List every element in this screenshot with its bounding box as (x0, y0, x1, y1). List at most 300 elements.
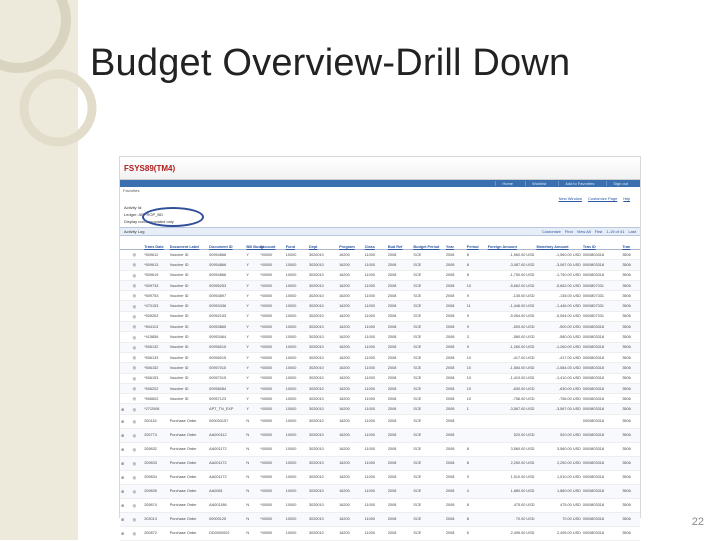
table-cell: N (245, 498, 259, 512)
column-header[interactable]: Account (259, 236, 285, 250)
new-window-link[interactable]: New Window (558, 195, 582, 201)
table-cell: 3506 (621, 394, 640, 404)
zoom-icon[interactable] (120, 280, 132, 290)
table-cell: 3020010 (308, 352, 338, 362)
drill-icon[interactable]: ◎ (132, 280, 144, 290)
table-cell: 11000 (364, 373, 387, 383)
table-cell: -756.00 USD (535, 394, 581, 404)
table-cell: 205774 (143, 428, 169, 442)
table-cell: 2008 (445, 373, 466, 383)
table-cell: -1,260.00 USD (487, 342, 536, 352)
table-cell: 2008 (387, 394, 413, 404)
table-cell: 2008 (387, 526, 413, 540)
table-cell: 209833 (143, 456, 169, 470)
table-cell: 00000125 (208, 512, 245, 526)
column-header[interactable]: Program (338, 236, 364, 250)
table-cell: N (245, 512, 259, 526)
table-cell: 2008 (387, 270, 413, 280)
table-cell: *00000 (259, 456, 285, 470)
table-cell: 3020010 (308, 404, 338, 414)
drill-icon[interactable]: ◎ (132, 526, 144, 540)
table-cell: Y (245, 301, 259, 311)
nav-add-favorites[interactable]: Add to Favorites (558, 181, 600, 186)
zoom-icon[interactable]: ⊕ (120, 404, 132, 414)
table-cell: Y (245, 332, 259, 342)
table-cell: *00000 (259, 270, 285, 280)
table-cell: 3020010 (308, 428, 338, 442)
table-cell: SCE (412, 442, 445, 456)
drill-icon[interactable]: ◎ (132, 414, 144, 428)
table-cell: 11000 (364, 250, 387, 260)
zoom-icon[interactable] (120, 363, 132, 373)
table-cell: 00956015 (208, 342, 245, 352)
table-cell: 3020010 (308, 291, 338, 301)
table-cell: 0000803318 (582, 270, 621, 280)
table-cell: -5,662.00 USD (535, 280, 581, 290)
table-cell: -5,662.00 USD (487, 280, 536, 290)
table-cell: 209835 (143, 484, 169, 498)
column-header[interactable]: Bill Budgt (245, 236, 259, 250)
table-cell: 00954866 (208, 260, 245, 270)
table-cell: 8 (466, 260, 487, 270)
table-cell: 16200 (338, 456, 364, 470)
table-cell: *00000 (259, 526, 285, 540)
table-cell: 2008 (445, 332, 466, 342)
table-row (120, 373, 640, 383)
table-cell: 3506 (621, 301, 640, 311)
table-cell: 3020010 (308, 322, 338, 332)
drill-icon[interactable]: ◎ (132, 260, 144, 270)
table-cell: 2008 (445, 250, 466, 260)
table-cell: 10000 (285, 363, 308, 373)
table-row (120, 414, 640, 428)
table-cell: Y (245, 270, 259, 280)
zoom-icon[interactable]: ⊕ (120, 470, 132, 484)
table-cell: -1,446.00 USD (487, 301, 536, 311)
table-cell: -1,446.00 USD (535, 301, 581, 311)
table-cell: 1,880.00 USD (535, 484, 581, 498)
table-cell: 10000 (285, 342, 308, 352)
column-header[interactable] (132, 236, 144, 250)
drill-icon[interactable]: ◎ (132, 373, 144, 383)
table-row (120, 270, 640, 280)
grid-find[interactable]: Find (564, 229, 573, 234)
drill-icon[interactable]: ◎ (132, 270, 144, 280)
table-cell: *00000 (259, 332, 285, 342)
table-cell: 3020010 (308, 414, 338, 428)
column-header[interactable]: Tran (621, 236, 640, 250)
table-cell: 2008 (387, 332, 413, 342)
table-cell: 0000803318 (582, 363, 621, 373)
zoom-icon[interactable] (120, 291, 132, 301)
table-row (120, 250, 640, 260)
table-cell: 00954866 (208, 270, 245, 280)
table-cell: 2008 (445, 342, 466, 352)
table-cell: -5,064.00 USD (535, 311, 581, 321)
table-cell: 3506 (621, 498, 640, 512)
table-cell: 2008 (387, 311, 413, 321)
table-cell: 16200 (338, 322, 364, 332)
table-cell: 0000803318 (582, 332, 621, 342)
table-cell: 3020010 (308, 363, 338, 373)
table-cell: 9 (466, 291, 487, 301)
table-cell: 2008 (445, 260, 466, 270)
table-row (120, 260, 640, 270)
table-cell: -1,560.00 USD (487, 250, 536, 260)
zoom-icon[interactable] (120, 352, 132, 362)
zoom-icon[interactable] (120, 270, 132, 280)
table-cell: AA001172 (208, 470, 245, 484)
table-cell: *00000 (259, 512, 285, 526)
zoom-icon[interactable] (120, 311, 132, 321)
table-cell: 16200 (338, 250, 364, 260)
drill-icon[interactable]: ◎ (132, 342, 144, 352)
table-cell: 2008 (445, 394, 466, 404)
zoom-icon[interactable] (120, 322, 132, 332)
table-cell: 16200 (338, 260, 364, 270)
table-cell: SCE (412, 383, 445, 393)
table-cell: Y (245, 352, 259, 362)
table-cell: 203013 (143, 512, 169, 526)
table-cell: 16200 (338, 291, 364, 301)
customize-page-link[interactable]: Customize Page (587, 195, 618, 201)
zoom-icon[interactable] (120, 394, 132, 404)
table-cell: 3020010 (308, 526, 338, 540)
table-cell: *00000 (259, 280, 285, 290)
grid-last[interactable]: Last (628, 229, 636, 234)
column-header[interactable]: Period (466, 236, 487, 250)
table-cell: Voucher ID (169, 373, 208, 383)
table-cell: 200116 (143, 414, 169, 428)
table-cell: 0000803318 (582, 470, 621, 484)
table-cell: 00956015 (208, 352, 245, 362)
table-cell: Purchase Order (169, 428, 208, 442)
table-cell: 16200 (338, 352, 364, 362)
table-cell: 0000803318 (582, 526, 621, 540)
table-row (120, 311, 640, 321)
table-cell: 70.00 USD (487, 512, 536, 526)
table-cell: 2008 (387, 352, 413, 362)
table-cell: 2008 (387, 363, 413, 373)
table-cell: 11000 (364, 484, 387, 498)
table-cell: Voucher ID (169, 270, 208, 280)
table-cell: 8 (466, 498, 487, 512)
zoom-icon[interactable] (120, 260, 132, 270)
table-cell: -630.00 USD (535, 383, 581, 393)
drill-icon[interactable]: ◎ (132, 311, 144, 321)
table-cell: 10000 (285, 280, 308, 290)
table-cell: 3506 (621, 373, 640, 383)
zoom-icon[interactable]: ⊕ (120, 414, 132, 428)
table-cell: *00000 (259, 352, 285, 362)
table-cell: 3506 (621, 414, 640, 428)
table-cell: 2008 (445, 428, 466, 442)
table-cell: -500.00 USD (535, 322, 581, 332)
table-cell: 3506 (621, 442, 640, 456)
table-cell: *509753 (143, 291, 169, 301)
slide-corner-ornament (0, 0, 90, 120)
table-cell: 16200 (338, 363, 364, 373)
table-cell: 3 (466, 332, 487, 342)
table-cell: 3506 (621, 260, 640, 270)
table-cell: *00000 (259, 301, 285, 311)
table-cell: 11000 (364, 332, 387, 342)
table-row (120, 456, 640, 470)
table-cell: *00000 (259, 373, 285, 383)
table-cell: 16200 (338, 270, 364, 280)
table-cell: SCE (412, 404, 445, 414)
table-cell: SCE (412, 270, 445, 280)
drill-icon[interactable]: ◎ (132, 322, 144, 332)
table-row (120, 280, 640, 290)
zoom-icon[interactable]: ⊕ (120, 442, 132, 456)
table-cell: 3506 (621, 456, 640, 470)
table-cell: 3020010 (308, 373, 338, 383)
table-cell: -1,584.00 USD (487, 363, 536, 373)
table-cell: 16200 (338, 280, 364, 290)
table-cell: SCE (412, 291, 445, 301)
table-cell: 11000 (364, 260, 387, 270)
non-associated-checkbox-label[interactable]: Display non-associated only (124, 219, 174, 224)
column-header[interactable]: Tran ID (582, 236, 621, 250)
table-cell: 0000803318 (582, 442, 621, 456)
drill-icon[interactable]: ◎ (132, 470, 144, 484)
table-cell: 2008 (387, 498, 413, 512)
table-cell: 3020010 (308, 250, 338, 260)
table-cell: 10000 (285, 250, 308, 260)
table-row (120, 512, 640, 526)
table-cell: 2008 (445, 456, 466, 470)
zoom-icon[interactable] (120, 250, 132, 260)
table-cell: 2008 (387, 291, 413, 301)
table-cell: 00955253 (208, 280, 245, 290)
table-cell: 11000 (364, 280, 387, 290)
table-cell: 10000 (285, 526, 308, 540)
table-row (120, 404, 640, 414)
table-cell: -1,584.00 USD (535, 363, 581, 373)
table-cell: 0000807331 (582, 301, 621, 311)
column-header[interactable]: Budget Period (412, 236, 445, 250)
column-header[interactable]: Foreign Amount (487, 236, 536, 250)
table-cell: *509619 (143, 270, 169, 280)
table-row (120, 526, 640, 540)
table-cell: Y (245, 291, 259, 301)
column-header[interactable]: Class (364, 236, 387, 250)
zoom-icon[interactable] (120, 342, 132, 352)
table-cell: -5,064.00 USD (487, 311, 536, 321)
table-cell: 10000 (285, 383, 308, 393)
table-cell: 9 (466, 342, 487, 352)
table-cell: 10 (466, 373, 487, 383)
table-cell: 10000 (285, 373, 308, 383)
table-cell: 3,560.00 USD (487, 442, 536, 456)
table-cell: 0000803318 (582, 394, 621, 404)
ledger-field: Ledger: APPROP_BD (124, 212, 163, 217)
table-cell: 475.00 USD (535, 498, 581, 512)
drill-icon[interactable]: ◎ (132, 404, 144, 414)
table-cell: 16200 (338, 512, 364, 526)
table-cell: SCE (412, 311, 445, 321)
grid-first[interactable]: First (594, 229, 603, 234)
table-cell: 10000 (285, 428, 308, 442)
zoom-icon[interactable] (120, 332, 132, 342)
table-cell: SCE (412, 484, 445, 498)
table-cell: 3020010 (308, 311, 338, 321)
drill-icon[interactable]: ◎ (132, 394, 144, 404)
table-cell: 3020010 (308, 442, 338, 456)
table-cell: 2008 (387, 414, 413, 428)
table-cell: Y (245, 363, 259, 373)
table-cell (487, 414, 536, 428)
table-cell: 2008 (387, 373, 413, 383)
column-header[interactable]: Document ID (208, 236, 245, 250)
table-cell: Purchase Order (169, 498, 208, 512)
drill-icon[interactable]: ◎ (132, 484, 144, 498)
table-cell: 2008 (387, 250, 413, 260)
zoom-icon[interactable] (120, 301, 132, 311)
http-link[interactable]: http (623, 195, 630, 201)
app-logo: FSYS89(TM4) (124, 163, 176, 173)
table-cell: 1 (466, 404, 487, 414)
column-header[interactable]: Monetary Amount (535, 236, 581, 250)
table-cell: AA001172 (208, 442, 245, 456)
table-cell: 00953865 (208, 322, 245, 332)
table-cell: 10000 (285, 311, 308, 321)
table-cell: 11000 (364, 526, 387, 540)
column-header[interactable]: Document Label (169, 236, 208, 250)
table-cell: 0000803318 (582, 260, 621, 270)
column-header[interactable]: Dept (308, 236, 338, 250)
table-cell: 3506 (621, 280, 640, 290)
table-cell: Y (245, 342, 259, 352)
table-cell: 209832 (143, 442, 169, 456)
table-cell: N (245, 428, 259, 442)
table-cell: 10000 (285, 484, 308, 498)
table-cell: 3506 (621, 311, 640, 321)
table-cell: 0000803318 (582, 428, 621, 442)
table-cell: 3506 (621, 291, 640, 301)
zoom-icon[interactable]: ⊕ (120, 498, 132, 512)
table-cell: N (245, 414, 259, 428)
table-cell: 8 (466, 250, 487, 260)
table-cell: 10 (466, 280, 487, 290)
table-cell: 8 (466, 512, 487, 526)
drill-icon[interactable]: ◎ (132, 291, 144, 301)
table-cell: SCE (412, 394, 445, 404)
table-cell: SCE (412, 260, 445, 270)
table-cell: 10000 (285, 456, 308, 470)
drill-icon[interactable]: ◎ (132, 352, 144, 362)
table-cell: AA001186 (208, 498, 245, 512)
nav-sign-out[interactable]: Sign out (606, 181, 634, 186)
drill-icon[interactable]: ◎ (132, 498, 144, 512)
table-cell: 11000 (364, 322, 387, 332)
table-cell: -135.00 USD (535, 291, 581, 301)
grid-view-all[interactable]: View All (576, 229, 591, 234)
table-cell: 2008 (445, 414, 466, 428)
nav-worklist[interactable]: Worklist (525, 181, 552, 186)
zoom-icon[interactable]: ⊕ (120, 428, 132, 442)
table-cell: 11000 (364, 442, 387, 456)
drill-icon[interactable]: ◎ (132, 332, 144, 342)
table-cell: 8 (466, 442, 487, 456)
drill-icon[interactable]: ◎ (132, 428, 144, 442)
table-cell: 11000 (364, 291, 387, 301)
drill-icon[interactable]: ◎ (132, 456, 144, 470)
zoom-icon[interactable]: ⊕ (120, 512, 132, 526)
drill-icon[interactable]: ◎ (132, 442, 144, 456)
grid-customize[interactable]: Customize (542, 229, 561, 234)
table-cell: 2,250.00 USD (535, 456, 581, 470)
table-cell: -1,750.00 USD (487, 270, 536, 280)
nav-home[interactable]: Home (495, 181, 519, 186)
table-cell: 2008 (387, 484, 413, 498)
grid-range: 1-19 of 41 (606, 229, 625, 234)
column-header[interactable]: Bud Ref (387, 236, 413, 250)
column-header[interactable]: Year (445, 236, 466, 250)
table-cell: 00952153 (208, 311, 245, 321)
table-cell: Purchase Order (169, 526, 208, 540)
table-cell: 475.00 USD (487, 498, 536, 512)
table-cell: *509613 (143, 260, 169, 270)
table-cell: N (245, 526, 259, 540)
table-cell: 16200 (338, 342, 364, 352)
table-row (120, 394, 640, 404)
zoom-icon[interactable]: ⊕ (120, 456, 132, 470)
table-cell: 10000 (285, 291, 308, 301)
zoom-icon[interactable] (120, 373, 132, 383)
drill-icon[interactable]: ◎ (132, 250, 144, 260)
table-cell: 11000 (364, 363, 387, 373)
table-cell: 3506 (621, 342, 640, 352)
table-cell: 3020010 (308, 484, 338, 498)
table-cell: 2008 (387, 260, 413, 270)
table-cell: 11000 (364, 270, 387, 280)
zoom-icon[interactable]: ⊕ (120, 484, 132, 498)
table-cell: 3020010 (308, 512, 338, 526)
table-cell: 2008 (387, 470, 413, 484)
column-header[interactable] (120, 236, 132, 250)
table-cell: 9 (466, 322, 487, 332)
zoom-icon[interactable] (120, 383, 132, 393)
table-cell: 209834 (143, 470, 169, 484)
table-cell: 3506 (621, 428, 640, 442)
table-cell: 8 (466, 270, 487, 280)
column-header[interactable]: Fund (285, 236, 308, 250)
table-cell: 11000 (364, 311, 387, 321)
table-cell: *00000 (259, 311, 285, 321)
zoom-icon[interactable]: ⊕ (120, 526, 132, 540)
drill-icon[interactable]: ◎ (132, 383, 144, 393)
drill-icon[interactable]: ◎ (132, 363, 144, 373)
table-cell (169, 404, 208, 414)
table-cell: -1,750.00 USD (535, 270, 581, 280)
favorites-menu[interactable]: Favorites (123, 188, 140, 193)
column-header[interactable]: Trans Date (143, 236, 169, 250)
table-cell: 2,250.00 USD (487, 456, 536, 470)
table-cell: 10000 (285, 270, 308, 280)
table-cell: 2008 (387, 512, 413, 526)
table-cell: 16200 (338, 332, 364, 342)
table-cell: *00000 (259, 414, 285, 428)
drill-icon[interactable]: ◎ (132, 301, 144, 311)
drill-icon[interactable]: ◎ (132, 512, 144, 526)
table-cell: SCE (412, 363, 445, 373)
table-cell: 0000803318 (582, 512, 621, 526)
activity-id-label: Activity Id: (124, 205, 143, 210)
table-cell: 16200 (338, 470, 364, 484)
table-cell: Purchase Order (169, 484, 208, 498)
